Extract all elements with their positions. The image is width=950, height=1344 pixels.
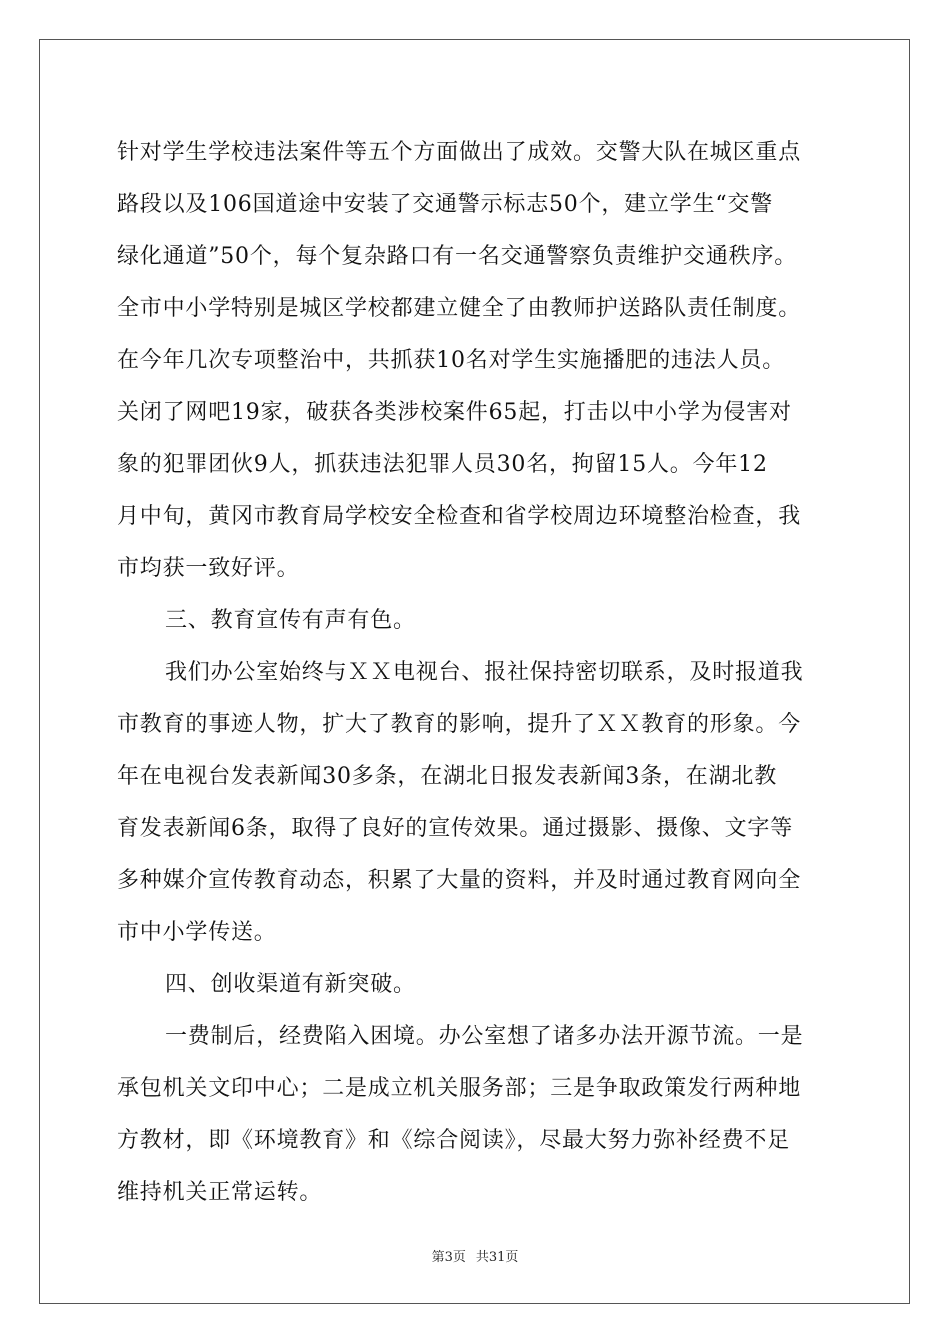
text-line: 关闭了网吧19家，破获各类涉校案件65起，打击以中小学为侵害对 [117,400,792,425]
section-heading: 三、教育宣传有声有色。 [165,608,416,633]
page-number-total: 共31页 [475,1250,519,1265]
text-line: 承包机关文印中心；二是成立机关服务部；三是争取政策发行两种地 [117,1076,802,1101]
text-line: 市中小学传送。 [117,920,277,945]
text-line: 我们办公室始终与ＸＸ电视台、报社保持密切联系，及时报道我 [165,660,804,685]
text-line: 象的犯罪团伙9人，抓获违法犯罪人员30名，拘留15人。今年12 [117,452,768,477]
text-line: 育发表新闻6条，取得了良好的宣传效果。通过摄影、摄像、文字等 [117,816,793,841]
text-line: 月中旬，黄冈市教育局学校安全检查和省学校周边环境整治检查，我 [117,504,802,529]
text-line: 方教材，即《环境教育》和《综合阅读》，尽最大努力弥补经费不足 [117,1128,791,1153]
text-line: 在今年几次专项整治中，共抓获10名对学生实施播肥的违法人员。 [117,348,785,373]
section-heading: 四、创收渠道有新突破。 [165,972,416,997]
text-line: 市教育的事迹人物，扩大了教育的影响，提升了ＸＸ教育的形象。今 [117,712,802,737]
text-line: 路段以及106国道途中安装了交通警示标志50个，建立学生“交警 [117,192,774,217]
page-number-current: 第3页 [431,1250,466,1265]
text-line: 绿化通道”50个，每个复杂路口有一名交通警察负责维护交通秩序。 [117,244,798,269]
text-line: 多种媒介宣传教育动态，积累了大量的资料，并及时通过教育网向全 [117,868,802,893]
text-line: 年在电视台发表新闻30多条，在湖北日报发表新闻3条，在湖北教 [117,764,777,789]
text-line: 市均获一致好评。 [117,556,300,581]
document-body [117,127,833,1219]
text-line: 全市中小学特别是城区学校都建立健全了由教师护送路队责任制度。 [117,296,802,321]
page-footer [0,1246,950,1265]
text-line: 维持机关正常运转。 [117,1180,323,1205]
text-line: 一费制后，经费陷入困境。办公室想了诸多办法开源节流。一是 [165,1024,804,1049]
text-line: 针对学生学校违法案件等五个方面做出了成效。交警大队在城区重点 [117,140,802,165]
